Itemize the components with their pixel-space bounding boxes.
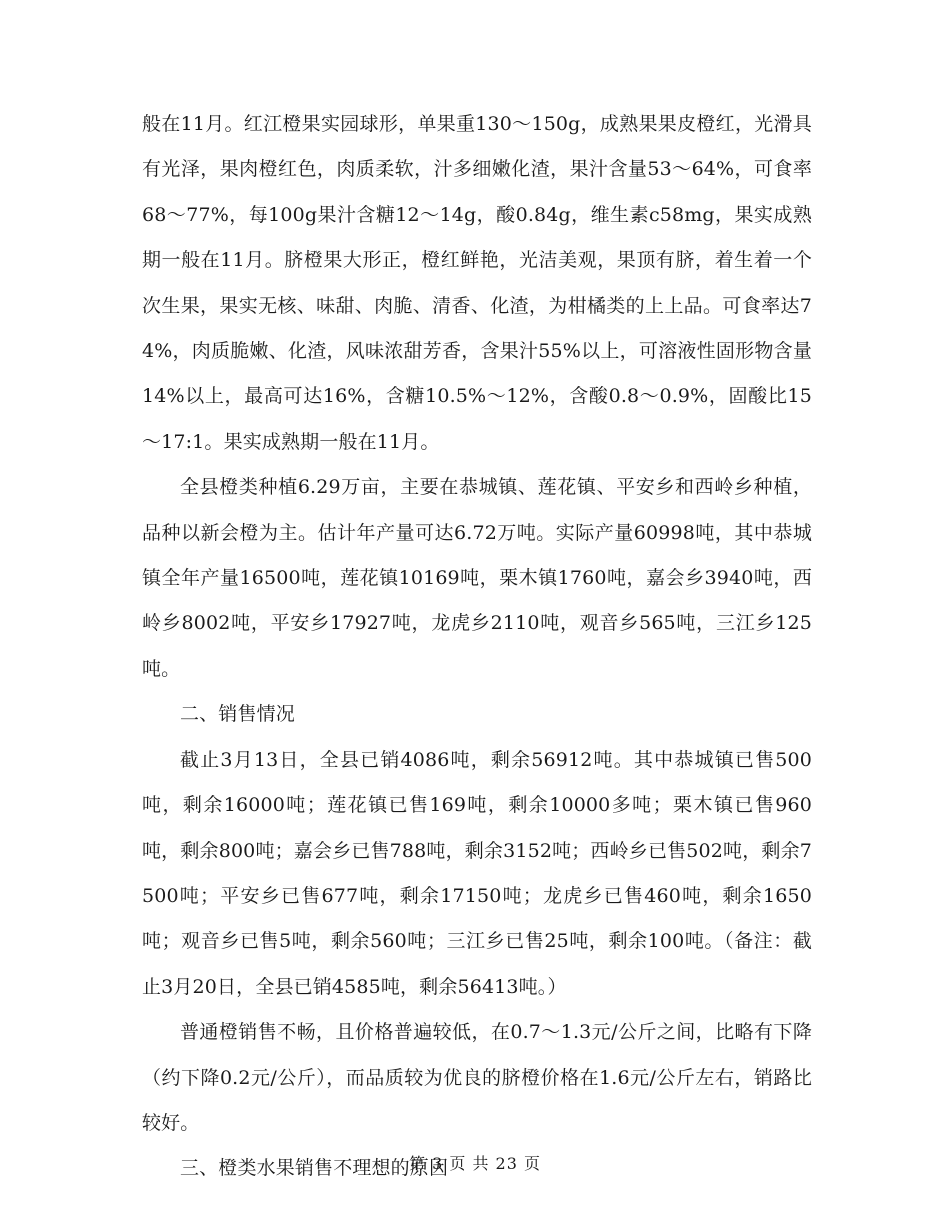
paragraph-planting-area: 全县橙类种植6.29万亩，主要在恭城镇、莲花镇、平安乡和西岭乡种植，品种以新会橙为主。估计年产量可达6.72万吨。实际产量60998吨，其中恭城镇全年产量16500吨，莲花镇10169吨，栗木镇1760吨，嘉会乡3940吨，西岭乡8002吨，平安乡17927吨，龙虎乡2110吨，观音乡565吨，三江乡125吨。 — [142, 476, 812, 680]
document-body — [142, 102, 812, 1192]
paragraph-orange-varieties: 般在11月。红江橙果实园球形，单果重130～150g，成熟果果皮橙红，光滑具有光泽，果肉橙红色，肉质柔软，汁多细嫩化渣，果汁含量53～64%，可食率68～77%，每100g果汁含糖12～14g，酸0.84g，维生素c58mg，果实成熟期一般在11月。脐橙果大形正，橙红鲜艳，光洁美观，果顶有脐，着生着一个次生果，果实无核、味甜、肉脆、清香、化渣，为柑橘类的上上品。可食率达74%，肉质脆嫩、化渣，风味浓甜芳香，含果汁55%以上，可溶液性固形物含量14%以上，最高可达16%，含糖10.5%～12%，含酸0.8～0.9%，固酸比15～17:1。果实成熟期一般在11月。 — [142, 113, 812, 453]
section-heading-sales: 二、销售情况 — [180, 703, 295, 726]
paragraph-prices: 普通橙销售不畅，且价格普遍较低，在0.7～1.3元/公斤之间，比略有下降（约下降0.2元/公斤），而品质较为优良的脐橙价格在1.6元/公斤左右，销路比较好。 — [142, 1021, 812, 1134]
paragraph-sales-figures: 截止3月13日，全县已销4086吨，剩余56912吨。其中恭城镇已售500吨，剩余16000吨；莲花镇已售169吨，剩余10000多吨；栗木镇已售960吨，剩余800吨；嘉会乡已售788吨，剩余3152吨；西岭乡已售502吨，剩余7500吨；平安乡已售677吨，剩余17150吨；龙虎乡已售460吨，剩余1650吨；观音乡已售5吨，剩余560吨；三江乡已售25吨，剩余100吨。（备注：截止3月20日，全县已销4585吨，剩余56413吨。） — [142, 748, 812, 998]
section-heading-reasons: 三、橙类水果销售不理想的原因 — [180, 1157, 449, 1180]
page-number-footer: 第 3 页 共 23 页 — [409, 1154, 541, 1173]
